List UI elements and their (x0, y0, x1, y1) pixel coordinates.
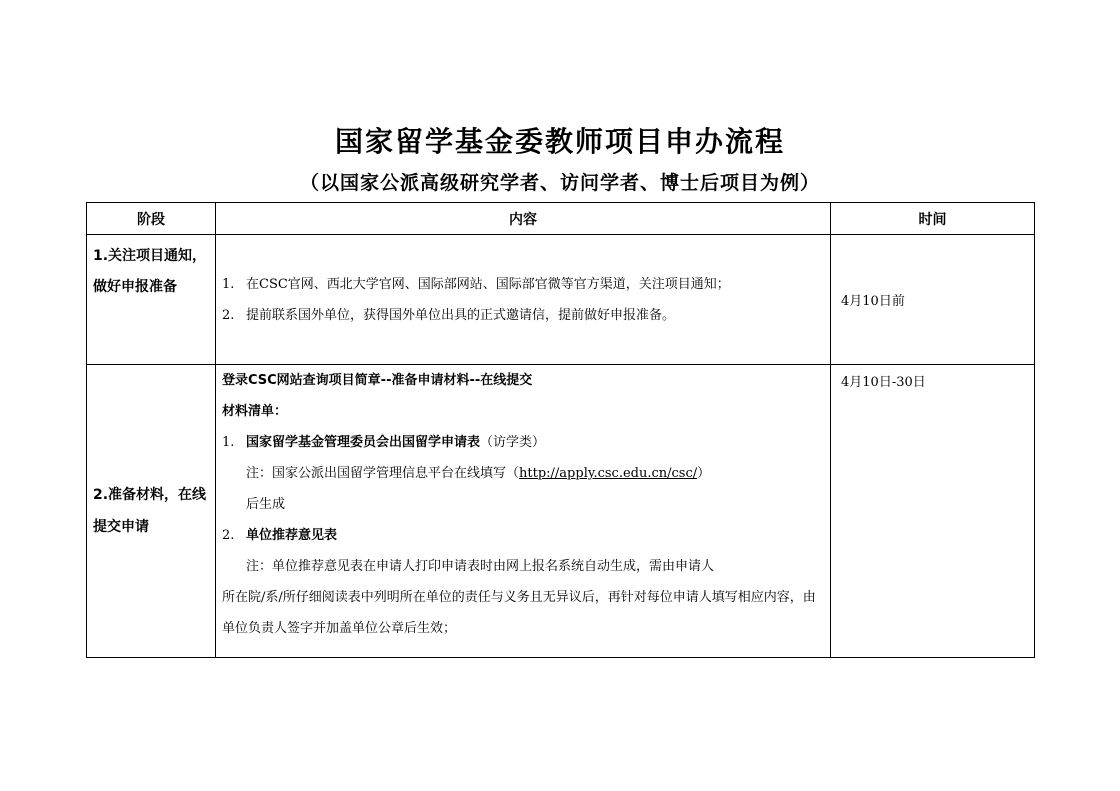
apply-link[interactable]: http://apply.csc.edu.cn/csc/ (519, 466, 698, 481)
page-subtitle: （以国家公派高级研究学者、访问学者、博士后项目为例） (299, 172, 820, 194)
note-text: 后生成 (246, 497, 286, 512)
note-text: 注：国家公派出国留学管理信息平台在线填写（http://apply.csc.edu.cn/csc/） (246, 466, 711, 481)
process-heading: 登录CSC网站查询项目简章--准备申请材料--在线提交 (222, 373, 533, 388)
header-stage: 阶段 (87, 203, 216, 235)
list-item: 2. 提前联系国外单位，获得国外单位出具的正式邀请信，提前做好申报准备。 (222, 307, 676, 323)
table-header-row (87, 203, 1035, 235)
header-content: 内容 (216, 203, 831, 235)
list-item: 1. 国家留学基金管理委员会出国留学申请表（访学类） (222, 435, 546, 450)
time-cell: 4月10日-30日 (831, 365, 1035, 658)
page-title: 国家留学基金委教师项目申办流程 (334, 125, 785, 158)
table-row (87, 365, 1035, 658)
header-time: 时间 (831, 203, 1035, 235)
content-cell (216, 365, 831, 658)
table-row (87, 235, 1035, 365)
list-item: 1. 在CSC官网、西北大学官网、国际部网站、国际部官微等官方渠道，关注项目通知； (222, 276, 730, 292)
note-text: 所在院/系/所仔细阅读表中列明所在单位的责任与义务且无异议后，再针对每位申请人填写相应内容，由单位负责人签字并加盖单位公章后生效； (222, 590, 816, 636)
note-text: 注：单位推荐意见表在申请人打印申请表时由网上报名系统自动生成，需由申请人 (246, 559, 715, 574)
stage-cell: 2.准备材料，在线提交申请 (87, 365, 216, 658)
stage-cell: 1.关注项目通知，做好申报准备 (87, 235, 216, 365)
content-cell (216, 235, 831, 365)
list-item: 2. 单位推荐意见表 (222, 528, 338, 543)
time-cell: 4月10日前 (831, 235, 1035, 365)
materials-list-title: 材料清单： (222, 404, 288, 419)
process-table (86, 202, 1035, 658)
